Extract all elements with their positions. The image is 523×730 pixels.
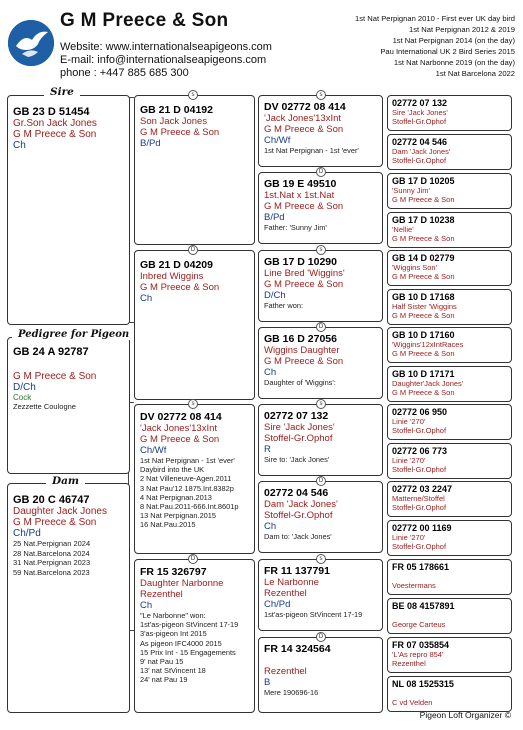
sex-label: Cock: [13, 393, 32, 402]
pigeon-color: B/Pd: [264, 212, 285, 223]
pigeon-name: Linie '270': [392, 456, 426, 465]
breeder-name: Stoffel-Gr.Ophof: [392, 465, 447, 474]
ring-number: GB 17 D 10205: [392, 176, 455, 186]
sire-card[interactable]: [7, 95, 130, 325]
dam-symbol-icon: D: [316, 476, 326, 486]
pigeon-name: 'Jack Jones'13xInt: [264, 113, 342, 124]
pigeon-note: 13 Nat Perpignan.2015: [140, 511, 217, 521]
pigeon-note: 4 Nat Perpignan.2013: [140, 492, 212, 502]
pigeon-name: [392, 689, 507, 698]
sire-symbol-icon: s: [188, 399, 198, 409]
gen4-card[interactable]: [387, 173, 512, 209]
pigeon-color: Ch/Wf: [140, 445, 167, 456]
pigeon-name: 1st.Nat x 1st.Nat: [264, 190, 335, 201]
gen3-card[interactable]: [258, 481, 383, 553]
sire-symbol-icon: s: [316, 399, 326, 409]
pigeon-note: 31 Nat.Perpignan 2023: [13, 558, 91, 567]
pigeon-name: 'Wiggins'12xIntRaces: [392, 340, 464, 349]
gen4-card[interactable]: [387, 212, 512, 248]
pigeon-note: 3'as-pigeon Int 2015: [140, 629, 207, 639]
pigeon-name: Sire 'Jack Jones': [264, 422, 335, 433]
gen4-card[interactable]: [387, 676, 512, 712]
ring-number: GB 14 D 02779: [392, 253, 455, 263]
ring-number: GB 17 D 10238: [392, 215, 455, 225]
pigeon-note: 24' nat Pau 19: [140, 675, 188, 685]
pigeon-note: 59 Nat.Barcelona 2023: [13, 567, 90, 577]
dam-label: Dam: [46, 475, 85, 487]
ring-number: GB 10 D 17168: [392, 292, 455, 302]
gen4-card[interactable]: [387, 481, 512, 517]
pigeon-note: 25 Nat.Perpignan 2024: [13, 539, 91, 548]
honour-line: 1st Nat Barcelona 2022: [435, 69, 515, 78]
pigeon-name: Dam 'Jack Jones': [264, 499, 338, 510]
dam-symbol-icon: D: [316, 322, 326, 332]
breeder-name: Stoffel-Gr.Ophof: [264, 510, 333, 521]
footer-credit: Pigeon Loft Organizer ©: [419, 710, 511, 720]
gen2-card[interactable]: [134, 404, 255, 554]
sire-symbol-icon: s: [316, 90, 326, 100]
pigeon-name: Daughter Jack Jones: [13, 506, 107, 517]
ring-number: FR 14 324564: [264, 643, 331, 655]
pigeon-name: Dam 'Jack Jones': [392, 147, 451, 156]
ring-number: BE 08 4157891: [392, 601, 455, 611]
gen4-card[interactable]: [387, 366, 512, 402]
pigeon-name: 'L'As repro 854': [392, 650, 444, 659]
ring-number: GB 21 D 04192: [140, 104, 213, 116]
pigeon-color: Ch: [264, 367, 277, 378]
pigeon-note: 1st Nat Perpignan - 1st 'ever': [264, 146, 359, 155]
ring-number: NL 08 1525315: [392, 679, 454, 689]
pigeon-name: [392, 572, 507, 581]
email-text: E-mail: info@internationalseapigeons.com: [60, 54, 267, 66]
pigeon-note: 1st'as-pigeon StVincent 17-19: [140, 620, 239, 630]
pigeon-name: 'Wiggins Son': [392, 263, 437, 272]
gen2-card[interactable]: [134, 250, 255, 400]
pigeon-name: [392, 611, 507, 620]
ring-number: GB 17 D 10290: [264, 256, 337, 268]
ring-number: DV 02772 08 414: [264, 101, 346, 113]
pigeon-note: 16 Nat.Pau.2015: [140, 520, 196, 530]
honour-line: 1st Nat Perpignan 2012 & 2019: [409, 25, 515, 34]
breeder-name: Stoffel-Gr.Ophof: [392, 426, 447, 435]
ring-number: GB 10 D 17171: [392, 369, 455, 379]
ring-number: GB 20 C 46747: [13, 494, 90, 506]
breeder-name: G M Preece & Son: [264, 201, 344, 212]
pigeon-color: D/Ch: [264, 290, 286, 301]
ring-number: GB 16 D 27056: [264, 333, 337, 345]
dam-symbol-icon: D: [316, 632, 326, 642]
pigeon-note: Daughter of 'Wiggins':: [264, 378, 336, 387]
gen3-card[interactable]: [258, 559, 383, 631]
page-title: G M Preece & Son: [60, 10, 229, 31]
pigeon-name: Inbred Wiggins: [140, 271, 204, 282]
ring-number: FR 07 035854: [392, 640, 450, 650]
ring-number: 02772 06 950: [392, 407, 448, 417]
pigeon-name: Son Jack Jones: [140, 116, 208, 127]
pigeon-note: Father: 'Sunny Jim': [264, 223, 327, 232]
breeder-name: Stoffel-Gr.Ophof: [392, 503, 447, 512]
pigeon-color: D/Ch: [13, 382, 36, 393]
ring-number: 02772 06 773: [392, 446, 448, 456]
breeder-name: Stoffel-Gr.Ophof: [264, 433, 333, 444]
sire-symbol-icon: s: [316, 245, 326, 255]
ring-number: GB 19 E 49510: [264, 178, 337, 190]
pigeon-note: 1st Nat Perpignan - 1st 'ever': [140, 456, 235, 465]
breeder-name: G M Preece & Son: [13, 129, 97, 140]
ring-number: FR 05 178661: [392, 562, 450, 572]
pigeon-name: Daughter Narbonne: [140, 578, 224, 589]
pigeon-name: Gr.Son Jack Jones: [13, 118, 97, 129]
pigeon-note: 28 Nat.Barcelona 2024: [13, 548, 90, 558]
pigeon-note: Father won:: [264, 301, 304, 310]
breeder-name: G M Preece & Son: [392, 349, 455, 358]
pigeon-note: Mere 190696-16: [264, 688, 319, 697]
honours-list: [355, 13, 515, 79]
pigeon-note: 8 Nat.Pau.2011-666.Int.8601p: [140, 502, 239, 512]
dam-symbol-icon: D: [188, 554, 198, 564]
breeder-name: Rezenthel: [264, 588, 307, 599]
gen4-card[interactable]: [387, 250, 512, 286]
gen4-card[interactable]: [387, 289, 512, 325]
dam-symbol-icon: D: [188, 245, 198, 255]
gen2-card[interactable]: [134, 95, 255, 245]
breeder-name: G M Preece & Son: [392, 195, 455, 204]
pigeon-color: Ch/Pd: [13, 528, 41, 539]
pigeon-name: 'Nellie': [392, 225, 414, 234]
pigeon-color: Ch/Pd: [264, 599, 291, 610]
breeder-name: Voestermans: [392, 581, 436, 590]
breeder-name: Stoffel-Gr.Ophof: [392, 542, 447, 551]
pigeon-note: 9' nat Pau 15: [140, 657, 184, 667]
gen3-card[interactable]: [258, 95, 383, 167]
pigeon-color: R: [264, 444, 271, 455]
gen3-card[interactable]: [258, 404, 383, 476]
honour-line: 1st Nat Perpignan 2014 (on the day): [392, 36, 515, 45]
gen4-card[interactable]: [387, 637, 512, 673]
website-text: Website: www.internationalseapigeons.com: [60, 41, 272, 53]
breeder-name: G M Preece & Son: [392, 311, 455, 320]
pigeon-note: "Le Narbonne" won:: [140, 611, 206, 620]
ring-number: 02772 00 1169: [392, 523, 452, 533]
pigeon-name: Matterne/Stoffel: [392, 494, 445, 503]
pigeon-color: Ch: [140, 293, 153, 304]
phone-text: phone : +447 885 685 300: [60, 67, 189, 79]
pigeon-name: Linie '270': [392, 533, 426, 542]
pigeon-note: Daybird into the UK: [140, 465, 205, 475]
breeder-name: G M Preece & Son: [140, 434, 220, 445]
pigeon-name: 'Jack Jones'13xInt: [140, 423, 218, 434]
breeder-name: G M Preece & Son: [264, 124, 344, 135]
breeder-name: G M Preece & Son: [13, 371, 97, 382]
pigeon-name: Daughter'Jack Jones': [392, 379, 464, 388]
ring-number: FR 11 137791: [264, 565, 330, 577]
breeder-name: C vd Velden: [392, 698, 433, 707]
breeder-name: G M Preece & Son: [13, 517, 97, 528]
honour-line: Pau International UK 2 Bird Series 2015: [380, 47, 515, 56]
ring-number: GB 10 D 17160: [392, 330, 455, 340]
gen4-card[interactable]: [387, 404, 512, 440]
ring-number: GB 23 D 51454: [13, 106, 90, 118]
breeder-name: G M Preece & Son: [392, 388, 455, 397]
sire-symbol-icon: s: [316, 554, 326, 564]
ring-number: DV 02772 08 414: [140, 411, 222, 423]
gen3-card[interactable]: [258, 637, 383, 713]
ring-number: GB 21 D 04209: [140, 259, 213, 271]
pigeon-note: 3 Nat Pau'12 1875.Int.8382p: [140, 483, 234, 493]
ring-number: 02772 07 132: [264, 410, 329, 422]
ring-number: 02772 07 132: [392, 98, 448, 108]
breeder-name: Rezenthel: [264, 666, 307, 677]
dam-symbol-icon: D: [316, 167, 326, 177]
breeder-name: George Carteus: [392, 620, 446, 629]
pigeon-color: B/Pd: [140, 138, 161, 149]
pigeon-name: Wiggins Daughter: [264, 345, 340, 356]
ring-number: 02772 03 2247: [392, 484, 453, 494]
pigeon-note: Sire to: 'Jack Jones': [264, 455, 330, 464]
pigeon-note: 1st'as-pigeon StVincent 17-19: [264, 610, 363, 619]
gen3-card[interactable]: [258, 327, 383, 399]
pigeon-name: Sire 'Jack Jones': [392, 108, 448, 117]
subject-card[interactable]: [7, 337, 130, 474]
pigeon-name: Line Bred 'Wiggins': [264, 268, 345, 279]
sire-label: Sire: [44, 86, 80, 98]
pigeon-color: B: [264, 677, 271, 688]
ring-number: 02772 04 546: [392, 137, 448, 147]
gen4-card[interactable]: [387, 598, 512, 634]
gen2-card[interactable]: [134, 559, 255, 713]
breeder-name: G M Preece & Son: [264, 356, 344, 367]
gen4-card[interactable]: [387, 520, 512, 556]
breeder-name: G M Preece & Son: [392, 234, 455, 243]
pigeon-logo-icon: [8, 20, 54, 66]
pigeon-color: Ch: [264, 521, 277, 532]
ring-number: GB 24 A 92787: [13, 346, 89, 358]
honour-line: 1st Nat Narbonne 2019 (on the day): [393, 58, 515, 67]
dam-card[interactable]: [7, 483, 130, 713]
pigeon-color: Ch: [13, 140, 26, 151]
pigeon-name: Linie '270': [392, 417, 426, 426]
breeder-name: Rezenthel: [392, 659, 426, 668]
breeder-name: Stoffel-Gr.Ophof: [392, 156, 447, 165]
sire-symbol-icon: s: [188, 90, 198, 100]
gen3-card[interactable]: [258, 250, 383, 322]
pigeon-name: Half Sister 'Wiggins: [392, 302, 457, 311]
breeder-name: G M Preece & Son: [140, 127, 220, 138]
breeder-name: Stoffel-Gr.Ophof: [392, 117, 447, 126]
breeder-name: G M Preece & Son: [264, 279, 344, 290]
pigeon-note: Zezzette Coulogne: [13, 402, 76, 411]
pigeon-note: 15 Prix Int - 15 Engagements: [140, 647, 236, 657]
pigeon-name: 'Sunny Jim': [392, 186, 430, 195]
pigeon-note: 13' nat StVincent 18: [140, 666, 206, 676]
gen4-card[interactable]: [387, 95, 512, 131]
pigeon-name: Le Narbonne: [264, 577, 319, 588]
honour-line: 1st Nat Perpignan 2010 - First ever UK day bird: [355, 14, 515, 23]
ring-number: FR 15 326797: [140, 566, 207, 578]
pigeon-color: Ch: [140, 600, 153, 611]
pigeon-note: Dam to: 'Jack Jones': [264, 532, 332, 541]
gen4-card[interactable]: [387, 443, 512, 479]
gen4-card[interactable]: [387, 559, 512, 595]
ring-number: 02772 04 546: [264, 487, 329, 499]
pedigree-label: Pedigree for Pigeon: [12, 329, 135, 340]
pigeon-note: 2 Nat Villeneuve-Agen.2011: [140, 474, 232, 484]
gen4-card[interactable]: [387, 327, 512, 363]
pigeon-note: As pigeon IFC4000 2015: [140, 638, 222, 648]
breeder-name: G M Preece & Son: [140, 282, 220, 293]
breeder-name: Rezenthel: [140, 589, 183, 600]
pigeon-color: Ch/Wf: [264, 135, 291, 146]
gen3-card[interactable]: [258, 172, 383, 244]
gen4-card[interactable]: [387, 134, 512, 170]
breeder-name: G M Preece & Son: [392, 272, 455, 281]
pigeon-name: [264, 655, 377, 666]
